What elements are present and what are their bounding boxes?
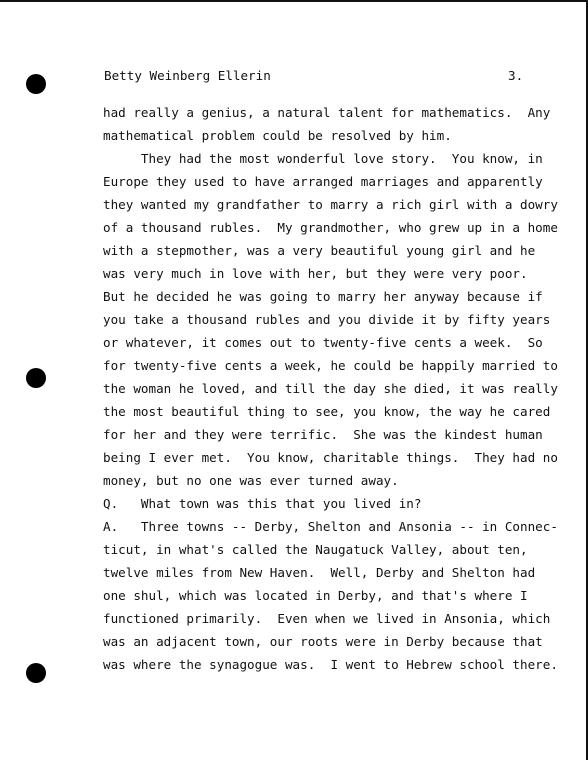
page-number: 3. xyxy=(508,68,524,83)
binder-hole-middle xyxy=(26,368,46,388)
transcript-line: for twenty-five cents a week, he could be happily married to xyxy=(103,358,558,373)
transcript-line: one shul, which was located in Derby, and that's where I xyxy=(103,588,528,603)
transcript-line: or whatever, it comes out to twenty-five cents a week. So xyxy=(103,335,543,350)
transcript-line: Europe they used to have arranged marriages and apparently xyxy=(103,174,543,189)
transcript-line: for her and they were terrific. She was the kindest human xyxy=(103,427,543,442)
binder-hole-top xyxy=(26,74,46,94)
transcript-line: functioned primarily. Even when we lived in Ansonia, which xyxy=(103,611,551,626)
answer-line: A. Three towns -- Derby, Shelton and Ansonia -- in Connec- xyxy=(103,519,558,534)
transcript-line: was an adjacent town, our roots were in Derby because that xyxy=(103,634,543,649)
transcript-line: ticut, in what's called the Naugatuck Valley, about ten, xyxy=(103,542,528,557)
transcript-line: But he decided he was going to marry her anyway because if xyxy=(103,289,543,304)
transcript-line: the most beautiful thing to see, you know, the way he cared xyxy=(103,404,551,419)
transcript-line: of a thousand rubles. My grandmother, who grew up in a home xyxy=(103,220,558,235)
transcript-line: money, but no one was ever turned away. xyxy=(103,473,399,488)
question-line: Q. What town was this that you lived in? xyxy=(103,496,422,511)
transcript-line: was very much in love with her, but they were very poor. xyxy=(103,266,528,281)
transcript-line: you take a thousand rubles and you divide it by fifty years xyxy=(103,312,551,327)
transcript-line: being I ever met. You know, charitable things. They had no xyxy=(103,450,558,465)
transcript-line: the woman he loved, and till the day she died, it was really xyxy=(103,381,558,396)
transcript-line: they wanted my grandfather to marry a rich girl with a dowry xyxy=(103,197,558,212)
transcript-line: mathematical problem could be resolved by him. xyxy=(103,128,452,143)
binder-hole-bottom xyxy=(26,663,46,683)
transcript-line: twelve miles from New Haven. Well, Derby and Shelton had xyxy=(103,565,536,580)
header-interviewee-name: Betty Weinberg Ellerin xyxy=(104,68,271,83)
page-top-edge xyxy=(0,0,588,2)
transcript-line: was where the synagogue was. I went to Hebrew school there. xyxy=(103,657,558,672)
transcript-line: They had the most wonderful love story. You know, in xyxy=(103,151,543,166)
transcript-line: with a stepmother, was a very beautiful young girl and he xyxy=(103,243,536,258)
transcript-line: had really a genius, a natural talent for mathematics. Any xyxy=(103,105,551,120)
